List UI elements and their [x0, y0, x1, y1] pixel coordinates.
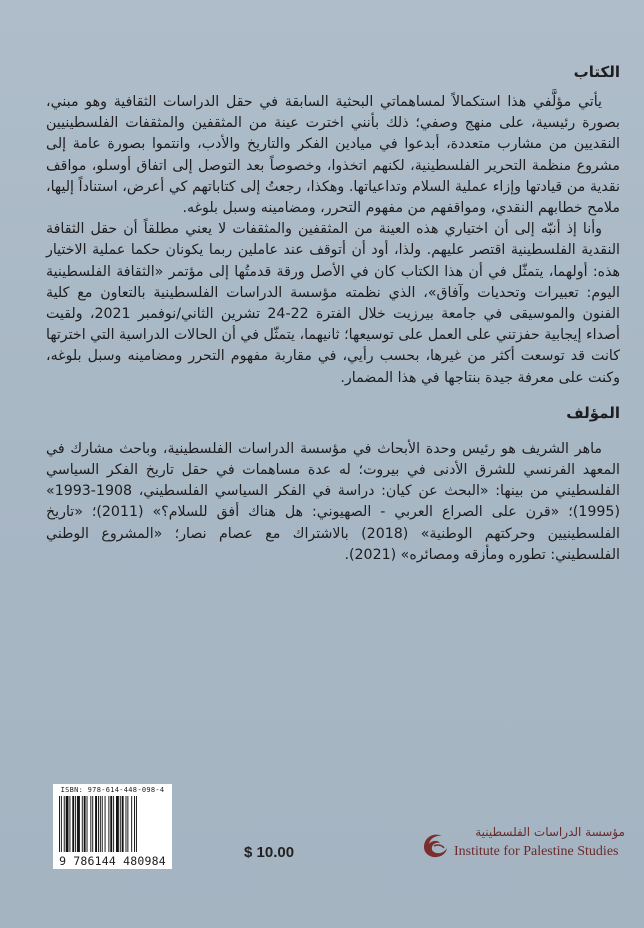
barcode-bar [61, 796, 62, 852]
barcode-bar [102, 796, 103, 852]
text-column [46, 62, 620, 566]
barcode-bar [126, 796, 127, 852]
barcode-bar [59, 796, 60, 852]
book-paragraph-1: يأتي مؤلَّفي هذا استكمالاً لمساهماتي البحثية السابقة في حقل الدراسات الثقافية وهو مبني، بصورة رئيسية، على منهج وصفي؛ ذلك بأنني اخترت عينة من المثقفين والمثقفات الفلسطينيين النقديين من مشارب متعددة، أبدعوا في ميادين الفكر والتاريخ والأدب، وانتموا بصورة عامة إلى مشروع منظمة التحرير الفلسطينية، لكنهم اتخذوا، وخصوصاً بعد التوصل إلى اتفاق أوسلو، مواقف نقدية من قيادتها وإزاء عملية السلام وتداعياتها. وهكذا، رجعتُ إلى كتاباتهم كي أعرض، استناداً إليها، ملامح خطابهم النقدي، ومواقفهم من مفهوم التحرر، ومضامينه وسبل بلوغه. [46, 94, 620, 217]
publisher-name-arabic: مؤسسة الدراسات الفلسطينية [475, 825, 625, 839]
barcode-bar [69, 796, 70, 852]
barcode-bar [113, 796, 114, 852]
barcode-bar [82, 796, 83, 852]
publisher-name-english: Institute for Palestine Studies [454, 844, 619, 859]
barcode-bar [131, 796, 132, 852]
barcode-bars [59, 796, 166, 852]
barcode-bar [116, 796, 119, 852]
barcode-bar [95, 796, 97, 852]
barcode-bar [92, 796, 93, 852]
isbn-barcode [53, 784, 172, 869]
barcode-bar [72, 796, 74, 852]
barcode-bar [87, 796, 88, 852]
author-bio: ماهر الشريف هو رئيس وحدة الأبحاث في مؤسسة الدراسات الفلسطينية، وباحث مشارك في المعهد الفرنسي للشرق الأدنى في بيروت؛ له عدة مساهمات في حقل تاريخ الفكر السياسي الفلسطيني من بينها: «البحث عن كيان: دراسة في الفكر السياسي الفلسطيني، 1908-1993» (1995)؛ «قرن على الصراع العربي - الصهيوني: هل هناك أفق للسلام؟» (2011)؛ «تاريخ الفلسطينيين وحركتهم الوطنية» (2018) بالاشتراك مع عصام نصار؛ «المشروع الوطني الفلسطيني: تطوره ومأزقه ومصائره» (2021). [46, 440, 620, 563]
barcode-bar [105, 796, 106, 852]
barcode-bar [127, 796, 128, 852]
publisher-logo [420, 824, 630, 862]
barcode-bar [120, 796, 121, 852]
barcode-number: 9 786144 480984 [59, 854, 166, 868]
barcode-bar [122, 796, 124, 852]
barcode-bar [75, 796, 76, 852]
barcode-bar [134, 796, 135, 852]
barcode-bar [64, 796, 65, 852]
barcode-bar [108, 796, 109, 852]
author-section [46, 403, 620, 566]
isbn-label: ISBN: 978-614-448-098-4 [60, 786, 165, 794]
barcode-bar [90, 796, 91, 852]
barcode-bar [100, 796, 101, 852]
barcode-bar [77, 796, 80, 852]
price-label: $ 10.00 [244, 844, 295, 861]
book-section [46, 62, 620, 389]
barcode-bar [98, 796, 99, 852]
author-heading: المؤلف [566, 403, 620, 422]
publisher-emblem-icon [420, 829, 450, 859]
barcode-bar [84, 796, 86, 852]
book-paragraph-2: وأنا إذ أنبّه إلى أن اختياري هذه العينة من المثقفين والمثقفات لا يعني مطلقاً أن حقل الثقافة النقدية الفلسطينية اقتصر عليهم. ولذا، أود أن أتوقف عند عاملين ربما يكونان حكما عملية الاختيار هذه: أولهما، يتمثّل في أن هذا الكتاب كان في الأصل ورقة قدمتُها إلى مؤتمر «الثقافة الفلسطينية اليوم: تعبيرات وتحديات وآفاق»، الذي نظمته مؤسسة الدراسات الفلسطينية بالتعاون مع كلية الفنون والموسيقى في جامعة بيرزيت خلال الفترة 22-24 تشرين الثاني/نوفمبر 2021، ولقيت أصداء إيجابية حفزتني على العمل على توسيعها؛ ثانيهما، يتمثّل في أن الحالات الدراسية التي اخترتها كانت قد توسعت أكثر من غيرها، بحسب رأيي، في مقاربة مفهوم التحرر ومضامينه وسبل بلوغه، وكنت على معرفة جيدة بنتاجها في هذا المضمار. [46, 221, 620, 386]
barcode-bar [136, 796, 137, 852]
book-heading: الكتاب [573, 63, 620, 81]
barcode-bar [66, 796, 69, 852]
barcode-bar [110, 796, 112, 852]
